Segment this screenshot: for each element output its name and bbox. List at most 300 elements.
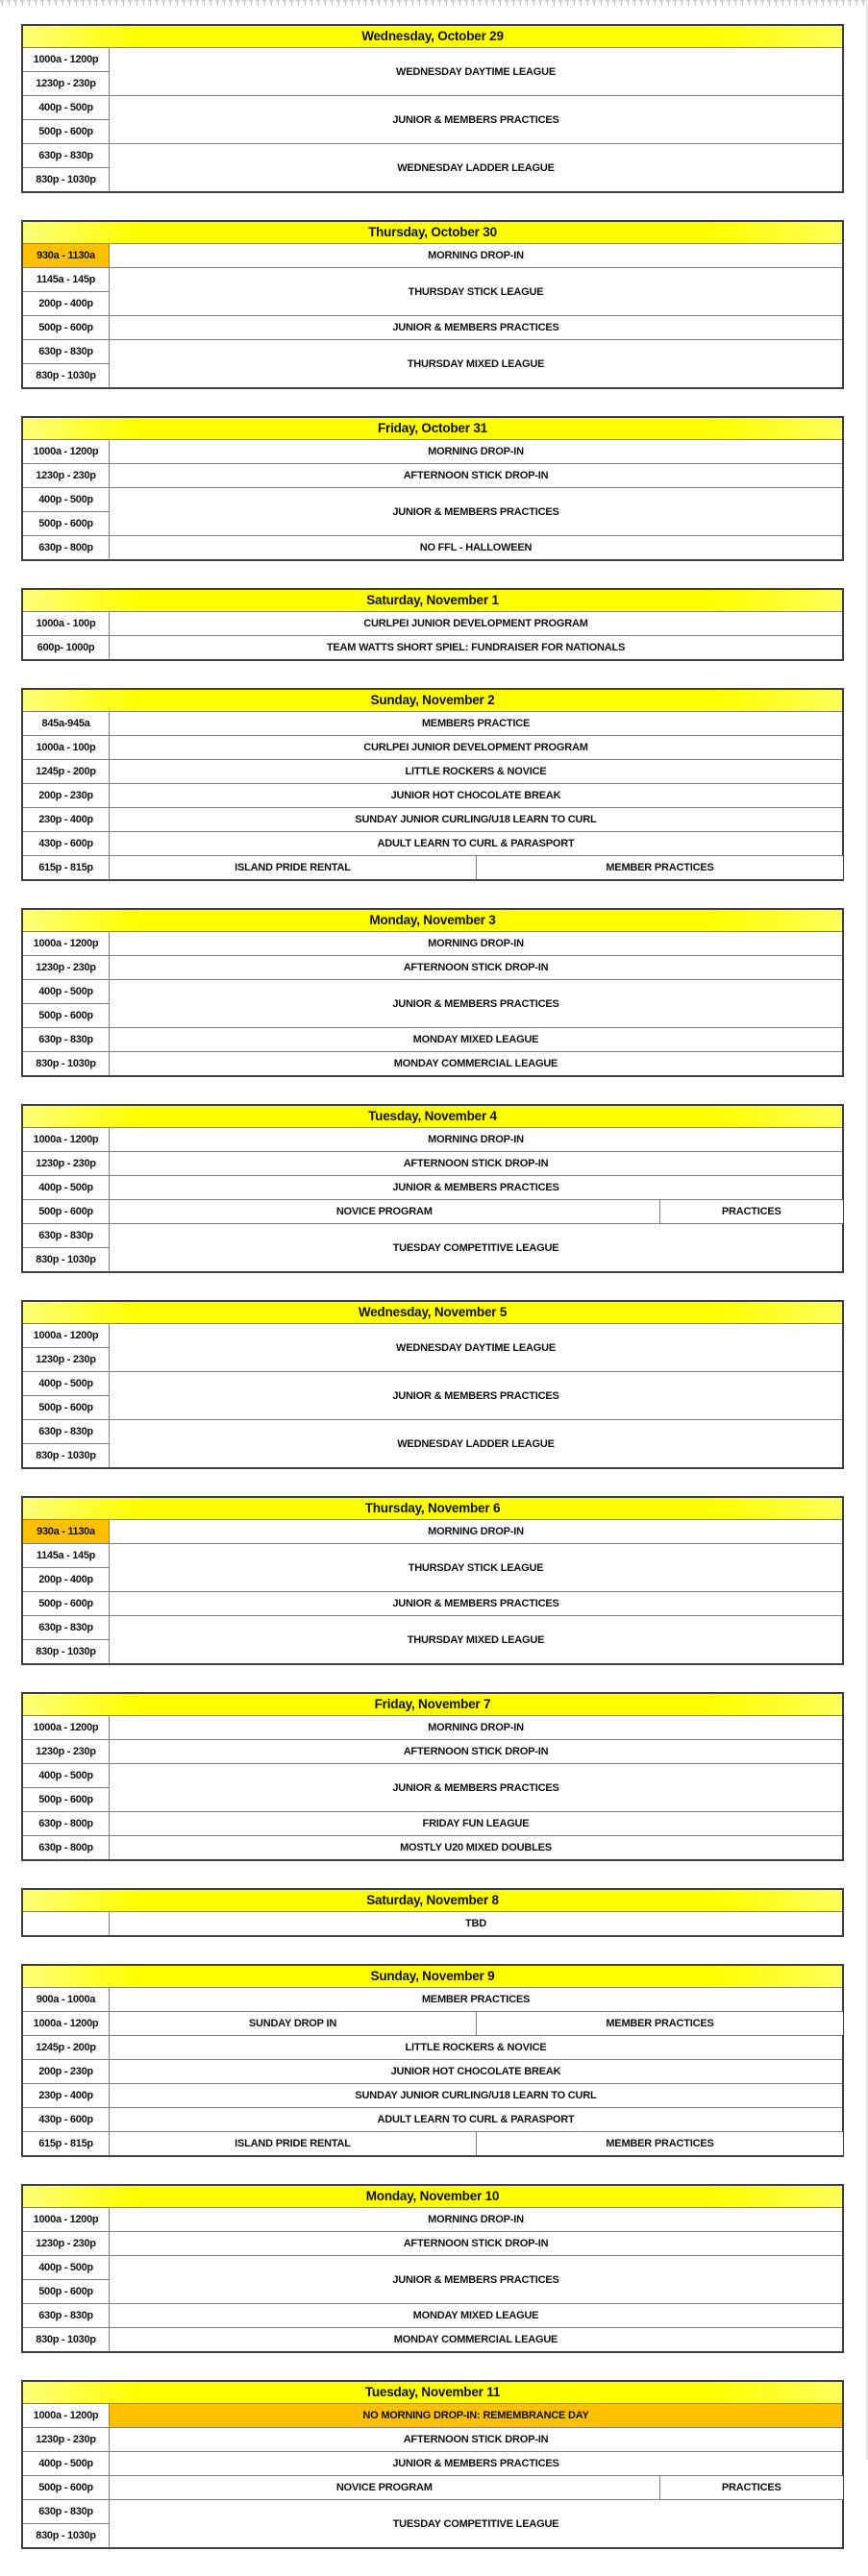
time-column bbox=[23, 1988, 110, 2011]
event-cell: JUNIOR & MEMBERS PRACTICES bbox=[110, 1764, 842, 1811]
event-cell: WEDNESDAY DAYTIME LEAGUE bbox=[110, 48, 842, 95]
event-cell: JUNIOR & MEMBERS PRACTICES bbox=[110, 1372, 842, 1419]
time-cell: 430p - 600p bbox=[23, 832, 109, 855]
day-table bbox=[21, 2380, 844, 2549]
event-cell: JUNIOR HOT CHOCOLATE BREAK bbox=[110, 2060, 842, 2083]
time-cell: 400p - 500p bbox=[23, 980, 109, 1003]
day-table bbox=[21, 1888, 844, 1937]
event-area bbox=[110, 2012, 842, 2035]
time-column bbox=[23, 808, 110, 831]
event-cell: AFTERNOON STICK DROP-IN bbox=[110, 1152, 842, 1175]
event-cell: WEDNESDAY DAYTIME LEAGUE bbox=[110, 1324, 842, 1371]
time-column bbox=[23, 1152, 110, 1175]
schedule-row bbox=[23, 2499, 842, 2547]
event-area bbox=[110, 2232, 842, 2255]
event-cell: AFTERNOON STICK DROP-IN bbox=[110, 464, 842, 487]
time-cell: 630p - 830p bbox=[23, 1616, 109, 1639]
event-cell: MEMBER PRACTICES bbox=[476, 856, 843, 879]
time-column bbox=[23, 48, 110, 95]
day-table bbox=[21, 2184, 844, 2353]
time-column bbox=[23, 2132, 110, 2155]
event-cell: WEDNESDAY LADDER LEAGUE bbox=[110, 144, 842, 191]
event-area bbox=[110, 1052, 842, 1075]
torn-edge-pattern bbox=[0, 0, 868, 6]
event-area bbox=[110, 2328, 842, 2351]
schedule-row bbox=[23, 440, 842, 463]
time-cell: 230p - 400p bbox=[23, 2084, 109, 2107]
event-area bbox=[110, 316, 842, 339]
day-header: Saturday, November 8 bbox=[23, 1890, 842, 1912]
schedule-row bbox=[23, 735, 842, 759]
time-cell: 900a - 1000a bbox=[23, 1988, 109, 2011]
day-table bbox=[21, 1496, 844, 1665]
event-area bbox=[110, 1128, 842, 1151]
time-cell: 500p - 600p bbox=[23, 1200, 109, 1223]
schedule-row bbox=[23, 2107, 842, 2131]
time-column bbox=[23, 144, 110, 191]
event-area bbox=[110, 784, 842, 807]
event-area bbox=[110, 1152, 842, 1175]
event-area bbox=[110, 2404, 842, 2427]
day-table bbox=[21, 416, 844, 561]
event-cell: MORNING DROP-IN bbox=[110, 1520, 842, 1543]
time-column bbox=[23, 1324, 110, 1371]
schedule-row bbox=[23, 635, 842, 659]
schedule-row bbox=[23, 1988, 842, 2011]
event-area bbox=[110, 1988, 842, 2011]
time-column bbox=[23, 1420, 110, 1467]
schedule-row bbox=[23, 1912, 842, 1935]
time-cell: 830p - 1030p bbox=[23, 363, 109, 387]
time-cell: 400p - 500p bbox=[23, 96, 109, 119]
day-header: Wednesday, November 5 bbox=[23, 1302, 842, 1324]
time-column bbox=[23, 1052, 110, 1075]
schedule-row bbox=[23, 807, 842, 831]
event-cell: JUNIOR & MEMBERS PRACTICES bbox=[110, 2256, 842, 2303]
event-area bbox=[110, 1224, 842, 1271]
schedule-row bbox=[23, 759, 842, 783]
event-area bbox=[110, 760, 842, 783]
event-cell: THURSDAY MIXED LEAGUE bbox=[110, 340, 842, 387]
event-cell: JUNIOR & MEMBERS PRACTICES bbox=[110, 1176, 842, 1199]
event-cell: ISLAND PRIDE RENTAL bbox=[110, 856, 476, 879]
day-header: Wednesday, October 29 bbox=[23, 26, 842, 48]
event-cell: LITTLE ROCKERS & NOVICE bbox=[110, 760, 842, 783]
event-cell: CURLPEI JUNIOR DEVELOPMENT PROGRAM bbox=[110, 612, 842, 635]
time-column bbox=[23, 2452, 110, 2475]
time-cell: 200p - 230p bbox=[23, 784, 109, 807]
event-cell: TUESDAY COMPETITIVE LEAGUE bbox=[110, 2500, 842, 2547]
weekly-schedule bbox=[21, 24, 844, 2576]
time-column bbox=[23, 2036, 110, 2059]
time-cell: 200p - 400p bbox=[23, 1567, 109, 1591]
event-area bbox=[110, 932, 842, 955]
event-area bbox=[110, 2304, 842, 2327]
time-column bbox=[23, 340, 110, 387]
event-cell: MONDAY MIXED LEAGUE bbox=[110, 1028, 842, 1051]
day-header: Tuesday, November 11 bbox=[23, 2382, 842, 2404]
event-cell: NO MORNING DROP-IN: REMEMBRANCE DAY bbox=[110, 2404, 842, 2427]
event-area bbox=[110, 808, 842, 831]
time-column bbox=[23, 612, 110, 635]
event-cell: PRACTICES bbox=[659, 1200, 844, 1223]
time-cell: 1000a - 1200p bbox=[23, 932, 109, 955]
schedule-row bbox=[23, 1520, 842, 1543]
schedule-row bbox=[23, 1051, 842, 1075]
event-cell: THURSDAY STICK LEAGUE bbox=[110, 268, 842, 315]
schedule-row bbox=[23, 979, 842, 1027]
event-area bbox=[110, 1592, 842, 1615]
schedule-row bbox=[23, 712, 842, 735]
time-column bbox=[23, 636, 110, 659]
time-column bbox=[23, 1200, 110, 1223]
time-cell: 1230p - 230p bbox=[23, 956, 109, 979]
schedule-row bbox=[23, 1615, 842, 1663]
schedule-row bbox=[23, 339, 842, 387]
time-column bbox=[23, 2060, 110, 2083]
time-column bbox=[23, 1836, 110, 1859]
time-column bbox=[23, 1544, 110, 1591]
event-area bbox=[110, 1176, 842, 1199]
schedule-row bbox=[23, 1811, 842, 1835]
event-cell: THURSDAY MIXED LEAGUE bbox=[110, 1616, 842, 1663]
time-column bbox=[23, 1372, 110, 1419]
event-area bbox=[110, 268, 842, 315]
time-cell: 930a - 1130a bbox=[23, 1520, 109, 1543]
time-cell: 1230p - 230p bbox=[23, 2428, 109, 2451]
event-area bbox=[110, 340, 842, 387]
time-cell: 430p - 600p bbox=[23, 2108, 109, 2131]
schedule-row bbox=[23, 2255, 842, 2303]
time-column bbox=[23, 1128, 110, 1151]
schedule-row bbox=[23, 1763, 842, 1811]
event-cell: JUNIOR & MEMBERS PRACTICES bbox=[110, 96, 842, 143]
day-table bbox=[21, 908, 844, 1077]
day-table bbox=[21, 220, 844, 389]
event-area bbox=[110, 2084, 842, 2107]
day-table bbox=[21, 1300, 844, 1469]
time-cell: 1000a - 100p bbox=[23, 736, 109, 759]
event-area bbox=[110, 464, 842, 487]
day-header: Monday, November 3 bbox=[23, 910, 842, 932]
time-cell: 600p- 1000p bbox=[23, 636, 109, 659]
event-area bbox=[110, 440, 842, 463]
event-area bbox=[110, 2060, 842, 2083]
time-column bbox=[23, 2428, 110, 2451]
event-cell: MONDAY COMMERCIAL LEAGUE bbox=[110, 2328, 842, 2351]
schedule-row bbox=[23, 2011, 842, 2035]
schedule-row bbox=[23, 831, 842, 855]
schedule-row bbox=[23, 2035, 842, 2059]
event-cell: ADULT LEARN TO CURL & PARASPORT bbox=[110, 2108, 842, 2131]
day-header: Tuesday, November 4 bbox=[23, 1106, 842, 1128]
event-cell: SUNDAY JUNIOR CURLING/U18 LEARN TO CURL bbox=[110, 808, 842, 831]
schedule-row bbox=[23, 2404, 842, 2427]
time-column bbox=[23, 268, 110, 315]
event-cell: TUESDAY COMPETITIVE LEAGUE bbox=[110, 1224, 842, 1271]
day-header: Sunday, November 9 bbox=[23, 1966, 842, 1988]
time-cell: 615p - 815p bbox=[23, 2132, 109, 2155]
time-cell: 830p - 1030p bbox=[23, 2523, 109, 2547]
time-column bbox=[23, 784, 110, 807]
time-cell: 500p - 600p bbox=[23, 1592, 109, 1615]
schedule-row bbox=[23, 2059, 842, 2083]
event-cell: JUNIOR & MEMBERS PRACTICES bbox=[110, 2452, 842, 2475]
event-cell: MEMBER PRACTICES bbox=[476, 2012, 843, 2035]
schedule-row bbox=[23, 1835, 842, 1859]
schedule-row bbox=[23, 1716, 842, 1739]
time-cell: 1000a - 1200p bbox=[23, 2208, 109, 2231]
time-column bbox=[23, 536, 110, 559]
event-cell: MORNING DROP-IN bbox=[110, 2208, 842, 2231]
time-column bbox=[23, 464, 110, 487]
time-cell: 630p - 830p bbox=[23, 340, 109, 363]
event-cell: SUNDAY DROP IN bbox=[110, 2012, 476, 2035]
event-cell: MEMBER PRACTICES bbox=[110, 1988, 842, 2011]
time-cell: 830p - 1030p bbox=[23, 1639, 109, 1663]
event-area bbox=[110, 1740, 842, 1763]
time-cell: 1230p - 230p bbox=[23, 71, 109, 95]
event-cell: CURLPEI JUNIOR DEVELOPMENT PROGRAM bbox=[110, 736, 842, 759]
time-cell: 230p - 400p bbox=[23, 808, 109, 831]
time-column bbox=[23, 244, 110, 267]
event-cell: MORNING DROP-IN bbox=[110, 244, 842, 267]
time-cell: 200p - 230p bbox=[23, 2060, 109, 2083]
time-cell: 1245p - 200p bbox=[23, 760, 109, 783]
time-column bbox=[23, 832, 110, 855]
day-header: Sunday, November 2 bbox=[23, 690, 842, 712]
event-area bbox=[110, 1200, 842, 1223]
time-cell: 1000a - 100p bbox=[23, 612, 109, 635]
time-cell: 615p - 815p bbox=[23, 856, 109, 879]
time-column bbox=[23, 2256, 110, 2303]
time-column bbox=[23, 2084, 110, 2107]
event-cell: AFTERNOON STICK DROP-IN bbox=[110, 2428, 842, 2451]
event-cell: AFTERNOON STICK DROP-IN bbox=[110, 1740, 842, 1763]
time-cell: 400p - 500p bbox=[23, 1176, 109, 1199]
day-table bbox=[21, 1692, 844, 1861]
time-column bbox=[23, 2232, 110, 2255]
event-cell: MORNING DROP-IN bbox=[110, 1128, 842, 1151]
event-cell: LITTLE ROCKERS & NOVICE bbox=[110, 2036, 842, 2059]
time-cell: 500p - 600p bbox=[23, 2476, 109, 2499]
time-column bbox=[23, 1028, 110, 1051]
time-column bbox=[23, 2208, 110, 2231]
time-cell: 830p - 1030p bbox=[23, 1052, 109, 1075]
event-area bbox=[110, 1912, 842, 1935]
time-column bbox=[23, 96, 110, 143]
event-cell: AFTERNOON STICK DROP-IN bbox=[110, 956, 842, 979]
time-column bbox=[23, 2108, 110, 2131]
time-column bbox=[23, 736, 110, 759]
schedule-row bbox=[23, 955, 842, 979]
schedule-row bbox=[23, 1739, 842, 1763]
event-area bbox=[110, 144, 842, 191]
time-column bbox=[23, 932, 110, 955]
schedule-row bbox=[23, 2231, 842, 2255]
schedule-row bbox=[23, 1175, 842, 1199]
schedule-row bbox=[23, 2208, 842, 2231]
event-cell: MOSTLY U20 MIXED DOUBLES bbox=[110, 1836, 842, 1859]
time-column bbox=[23, 1176, 110, 1199]
day-table bbox=[21, 688, 844, 881]
time-column bbox=[23, 2500, 110, 2547]
schedule-row bbox=[23, 2303, 842, 2327]
time-cell: 630p - 830p bbox=[23, 2500, 109, 2523]
event-area bbox=[110, 48, 842, 95]
event-cell: MEMBERS PRACTICE bbox=[110, 712, 842, 735]
time-cell: 400p - 500p bbox=[23, 1372, 109, 1395]
schedule-row bbox=[23, 1128, 842, 1151]
event-cell: NO FFL - HALLOWEEN bbox=[110, 536, 842, 559]
time-cell: 400p - 500p bbox=[23, 488, 109, 511]
time-cell: 830p - 1030p bbox=[23, 1247, 109, 1271]
day-table bbox=[21, 1964, 844, 2157]
schedule-row bbox=[23, 783, 842, 807]
schedule-row bbox=[23, 2327, 842, 2351]
event-area bbox=[110, 712, 842, 735]
day-header: Saturday, November 1 bbox=[23, 590, 842, 612]
event-cell: AFTERNOON STICK DROP-IN bbox=[110, 2232, 842, 2255]
event-area bbox=[110, 2108, 842, 2131]
event-area bbox=[110, 1324, 842, 1371]
schedule-row bbox=[23, 315, 842, 339]
schedule-row bbox=[23, 1151, 842, 1175]
schedule-row bbox=[23, 244, 842, 267]
schedule-row bbox=[23, 2451, 842, 2475]
time-column bbox=[23, 856, 110, 879]
time-cell: 1230p - 230p bbox=[23, 1740, 109, 1763]
schedule-row bbox=[23, 2083, 842, 2107]
time-cell: 500p - 600p bbox=[23, 1787, 109, 1811]
day-header: Monday, November 10 bbox=[23, 2186, 842, 2208]
schedule-row bbox=[23, 1223, 842, 1271]
time-cell: 830p - 1030p bbox=[23, 167, 109, 191]
event-area bbox=[110, 2476, 842, 2499]
time-cell: 400p - 500p bbox=[23, 1764, 109, 1787]
time-column bbox=[23, 712, 110, 735]
time-cell: 1145a - 145p bbox=[23, 268, 109, 291]
time-cell: 400p - 500p bbox=[23, 2452, 109, 2475]
time-cell: 830p - 1030p bbox=[23, 2328, 109, 2351]
schedule-row bbox=[23, 2131, 842, 2155]
event-area bbox=[110, 1812, 842, 1835]
time-column bbox=[23, 956, 110, 979]
time-cell: 830p - 1030p bbox=[23, 1443, 109, 1467]
event-cell: SUNDAY JUNIOR CURLING/U18 LEARN TO CURL bbox=[110, 2084, 842, 2107]
event-area bbox=[110, 2208, 842, 2231]
event-cell: MEMBER PRACTICES bbox=[476, 2132, 843, 2155]
time-cell: 630p - 830p bbox=[23, 1028, 109, 1051]
event-cell: NOVICE PROGRAM bbox=[110, 1200, 659, 1223]
event-area bbox=[110, 1372, 842, 1419]
time-column bbox=[23, 2304, 110, 2327]
torn-edge-ticks bbox=[0, 2, 868, 6]
event-area bbox=[110, 1520, 842, 1543]
time-cell: 1230p - 230p bbox=[23, 1347, 109, 1371]
event-cell: JUNIOR & MEMBERS PRACTICES bbox=[110, 316, 842, 339]
time-cell: 630p - 800p bbox=[23, 1812, 109, 1835]
event-area bbox=[110, 488, 842, 535]
time-column bbox=[23, 1812, 110, 1835]
time-cell: 500p - 600p bbox=[23, 316, 109, 339]
time-cell: 1000a - 1200p bbox=[23, 1716, 109, 1739]
event-area bbox=[110, 2036, 842, 2059]
day-header: Thursday, October 30 bbox=[23, 222, 842, 244]
event-area bbox=[110, 536, 842, 559]
event-area bbox=[110, 2256, 842, 2303]
time-cell: 1145a - 145p bbox=[23, 1544, 109, 1567]
event-area bbox=[110, 96, 842, 143]
schedule-row bbox=[23, 48, 842, 95]
event-cell: JUNIOR & MEMBERS PRACTICES bbox=[110, 1592, 842, 1615]
event-area bbox=[110, 2132, 842, 2155]
schedule-row bbox=[23, 535, 842, 559]
time-cell: 630p - 800p bbox=[23, 536, 109, 559]
event-cell: MONDAY MIXED LEAGUE bbox=[110, 2304, 842, 2327]
time-column bbox=[23, 2012, 110, 2035]
time-cell: 1245p - 200p bbox=[23, 2036, 109, 2059]
schedule-row bbox=[23, 1371, 842, 1419]
time-cell: 500p - 600p bbox=[23, 1395, 109, 1419]
day-header: Thursday, November 6 bbox=[23, 1498, 842, 1520]
event-cell: WEDNESDAY LADDER LEAGUE bbox=[110, 1420, 842, 1467]
event-area bbox=[110, 1764, 842, 1811]
time-column bbox=[23, 1912, 110, 1935]
event-area bbox=[110, 736, 842, 759]
time-cell: 630p - 830p bbox=[23, 2304, 109, 2327]
time-column bbox=[23, 1716, 110, 1739]
schedule-row bbox=[23, 1199, 842, 1223]
time-column bbox=[23, 316, 110, 339]
time-column bbox=[23, 1592, 110, 1615]
time-column bbox=[23, 1740, 110, 1763]
event-area bbox=[110, 1836, 842, 1859]
time-cell: 500p - 600p bbox=[23, 2279, 109, 2303]
event-cell: ISLAND PRIDE RENTAL bbox=[110, 2132, 476, 2155]
time-cell: 1230p - 230p bbox=[23, 1152, 109, 1175]
time-cell: 500p - 600p bbox=[23, 119, 109, 143]
time-cell: 630p - 830p bbox=[23, 1224, 109, 1247]
time-column bbox=[23, 2476, 110, 2499]
time-column bbox=[23, 1616, 110, 1663]
schedule-row bbox=[23, 2427, 842, 2451]
schedule-row bbox=[23, 463, 842, 487]
schedule-row bbox=[23, 1324, 842, 1371]
time-column bbox=[23, 1520, 110, 1543]
time-cell: 630p - 830p bbox=[23, 1420, 109, 1443]
event-cell: JUNIOR HOT CHOCOLATE BREAK bbox=[110, 784, 842, 807]
time-cell: 1000a - 1200p bbox=[23, 1128, 109, 1151]
day-table bbox=[21, 24, 844, 193]
event-area bbox=[110, 244, 842, 267]
time-cell: 500p - 600p bbox=[23, 511, 109, 535]
time-cell: 400p - 500p bbox=[23, 2256, 109, 2279]
event-area bbox=[110, 1028, 842, 1051]
event-cell: PRACTICES bbox=[659, 2476, 844, 2499]
schedule-row bbox=[23, 95, 842, 143]
time-cell: 1000a - 1200p bbox=[23, 2012, 109, 2035]
event-area bbox=[110, 1616, 842, 1663]
schedule-row bbox=[23, 1027, 842, 1051]
time-cell: 630p - 830p bbox=[23, 144, 109, 167]
event-area bbox=[110, 956, 842, 979]
event-area bbox=[110, 856, 842, 879]
event-cell: MONDAY COMMERCIAL LEAGUE bbox=[110, 1052, 842, 1075]
schedule-row bbox=[23, 487, 842, 535]
event-cell: MORNING DROP-IN bbox=[110, 932, 842, 955]
time-cell: 845a-945a bbox=[23, 712, 109, 735]
